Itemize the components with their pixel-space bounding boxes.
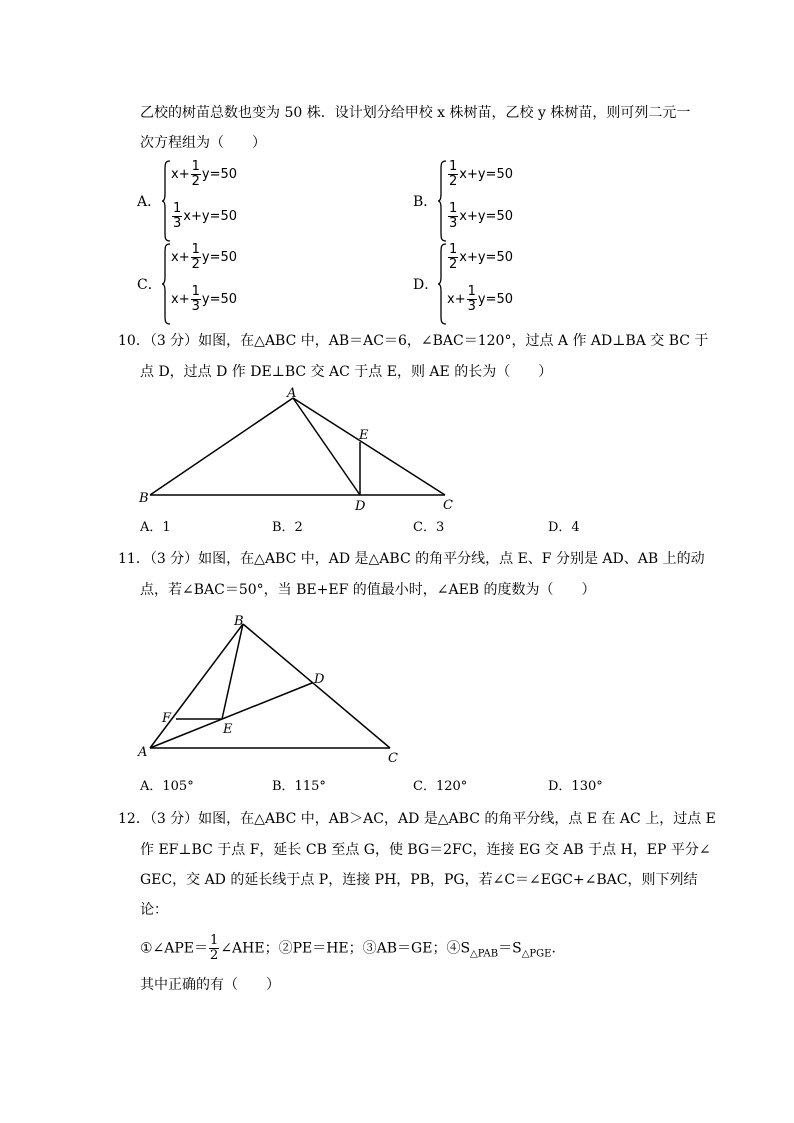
q11-line1: 11．（3 分）如图，在△ABC 中，AD 是△ABC 的角平分线，点 E、F 分别是 AD、AB 上的动 xyxy=(118,551,705,567)
q9-equation-eq1 xyxy=(447,160,513,189)
equation-fraction xyxy=(467,285,477,314)
q12-line3: GEC，交 AD 的延长线于点 P，连接 PH，PB，PG，若∠C＝∠EGC+∠BAC，则下列结 xyxy=(140,872,698,888)
equation-suffix: y=50 xyxy=(201,250,238,265)
q11-answer-a: A．105° xyxy=(140,779,194,794)
fraction-numerator: 1 xyxy=(449,159,458,174)
q9-equation-eq2 xyxy=(171,285,237,314)
fraction-numerator: 1 xyxy=(467,284,476,299)
q10-answer-c: C．3 xyxy=(413,520,445,535)
fraction-denominator: 3 xyxy=(467,299,476,314)
equation-prefix: x+ xyxy=(171,250,190,265)
left-brace-icon xyxy=(437,243,447,325)
fraction-numerator: 1 xyxy=(449,201,458,216)
fraction-denominator: 2 xyxy=(449,174,458,189)
q11-line2: 点，若∠BAC＝50°，当 BE+EF 的值最小时，∠AEB 的度数为（ ） xyxy=(140,582,596,598)
q12-conclusion-end: . xyxy=(551,940,556,957)
fraction-numerator: 1 xyxy=(191,284,200,299)
q10-segment-ad xyxy=(293,398,360,495)
q11-label-c: C xyxy=(388,751,398,766)
q10-label-b: B xyxy=(139,491,149,506)
equation-fraction xyxy=(191,243,201,272)
q11-figure xyxy=(130,608,410,768)
q9-line2: 次方程组为（ ） xyxy=(140,135,266,151)
equation-fraction xyxy=(448,243,458,272)
q10-answer-a: A．1 xyxy=(140,520,171,535)
q12-sub-pge: △PGE xyxy=(521,948,552,960)
q10-label-a: A xyxy=(287,386,297,401)
q9-equation-eq1 xyxy=(447,243,513,272)
fraction-numerator: 1 xyxy=(191,242,200,257)
q11-label-e: E xyxy=(223,722,233,737)
q12-line1: 12．（3 分）如图，在△ABC 中，AB＞AC，AD 是△ABC 的角平分线，点 E 在 AC 上，过点 E xyxy=(118,811,716,827)
q10-label-c: C xyxy=(443,498,453,513)
equation-fraction xyxy=(191,285,201,314)
q10-segment-ac xyxy=(293,398,445,495)
q9-option-label: A． xyxy=(137,194,162,210)
fraction-denominator: 3 xyxy=(191,299,200,314)
equation-fraction xyxy=(172,202,182,231)
q10-figure xyxy=(130,385,470,515)
fraction-denominator: 3 xyxy=(173,216,182,231)
q11-answer-c: C．120° xyxy=(413,779,468,794)
q12-conclusions xyxy=(140,934,556,968)
q10-answer-d: D．4 xyxy=(548,520,580,535)
q9-equation-eq2 xyxy=(171,202,237,231)
q9-option-label: B． xyxy=(413,194,438,210)
fraction-numerator: 1 xyxy=(191,159,200,174)
fraction-denominator: 2 xyxy=(191,257,200,272)
left-brace-icon xyxy=(161,243,171,325)
q11-answer-b: B．115° xyxy=(272,779,326,794)
fraction-numerator: 1 xyxy=(449,242,458,257)
equation-suffix: x+y=50 xyxy=(459,167,513,182)
equation-suffix: x+y=50 xyxy=(183,209,237,224)
equation-suffix: x+y=50 xyxy=(459,250,513,265)
fraction-denominator: 2 xyxy=(449,257,458,272)
equation-suffix: x+y=50 xyxy=(459,209,513,224)
fraction-denominator: 3 xyxy=(449,216,458,231)
q9-equation-eq1 xyxy=(171,243,237,272)
q11-answer-d: D．130° xyxy=(548,779,603,794)
q11-label-d: D xyxy=(314,672,325,687)
equation-prefix: x+ xyxy=(447,292,466,307)
fraction-numerator: 1 xyxy=(173,201,182,216)
equation-prefix: x+ xyxy=(171,292,190,307)
q12-conclusion-text-2: ∠AHE；②PE＝HE；③AB＝GE；④S xyxy=(220,940,471,957)
q11-label-a: A xyxy=(138,745,148,760)
equation-suffix: y=50 xyxy=(201,167,238,182)
equation-suffix: y=50 xyxy=(201,292,238,307)
equation-suffix: y=50 xyxy=(477,292,514,307)
left-brace-icon xyxy=(161,160,171,242)
q12-fraction xyxy=(209,934,219,963)
left-brace-icon xyxy=(437,160,447,242)
fraction-denominator: 2 xyxy=(191,174,200,189)
q9-line1: 乙校的树苗总数也变为 50 株．设计划分给甲校 x 株树苗，乙校 y 株树苗，则可列二元一 xyxy=(140,105,691,121)
q10-answer-b: B．2 xyxy=(272,520,303,535)
q12-line4: 论： xyxy=(140,902,168,918)
q10-segment-ab xyxy=(150,398,293,495)
q12-conclusion-text-1: ①∠APE＝ xyxy=(140,940,209,957)
q9-equation-eq2 xyxy=(447,202,513,231)
q9-option-label: C． xyxy=(137,277,162,293)
q9-equation-eq2 xyxy=(447,285,513,314)
q10-label-d: D xyxy=(355,499,366,514)
equation-fraction xyxy=(448,202,458,231)
q12-conclusion-text-3: ＝S xyxy=(498,940,522,957)
equation-fraction xyxy=(191,160,201,189)
q12-line6: 其中正确的有（ ） xyxy=(140,977,280,993)
q12-fraction-denominator: 2 xyxy=(210,948,219,963)
q10-line1: 10．（3 分）如图，在△ABC 中，AB＝AC＝6，∠BAC＝120°，过点 A 作 AD⊥BA 交 BC 于 xyxy=(118,333,709,349)
q12-sub-pab: △PAB xyxy=(470,948,499,960)
equation-prefix: x+ xyxy=(171,167,190,182)
q12-line2: 作 EF⊥BC 于点 F，延长 CB 至点 G，使 BG＝2FC，连接 EG 交 AB 于点 H，EP 平分∠ xyxy=(140,842,711,858)
q11-label-f: F xyxy=(162,711,172,726)
q10-label-e: E xyxy=(359,428,369,443)
q10-line2: 点 D，过点 D 作 DE⊥BC 交 AC 于点 E，则 AE 的长为（ ） xyxy=(140,364,553,380)
equation-fraction xyxy=(448,160,458,189)
q11-label-b: B xyxy=(234,614,244,629)
q9-equation-eq1 xyxy=(171,160,237,189)
q9-option-label: D． xyxy=(413,277,439,293)
q12-fraction-numerator: 1 xyxy=(210,933,219,948)
